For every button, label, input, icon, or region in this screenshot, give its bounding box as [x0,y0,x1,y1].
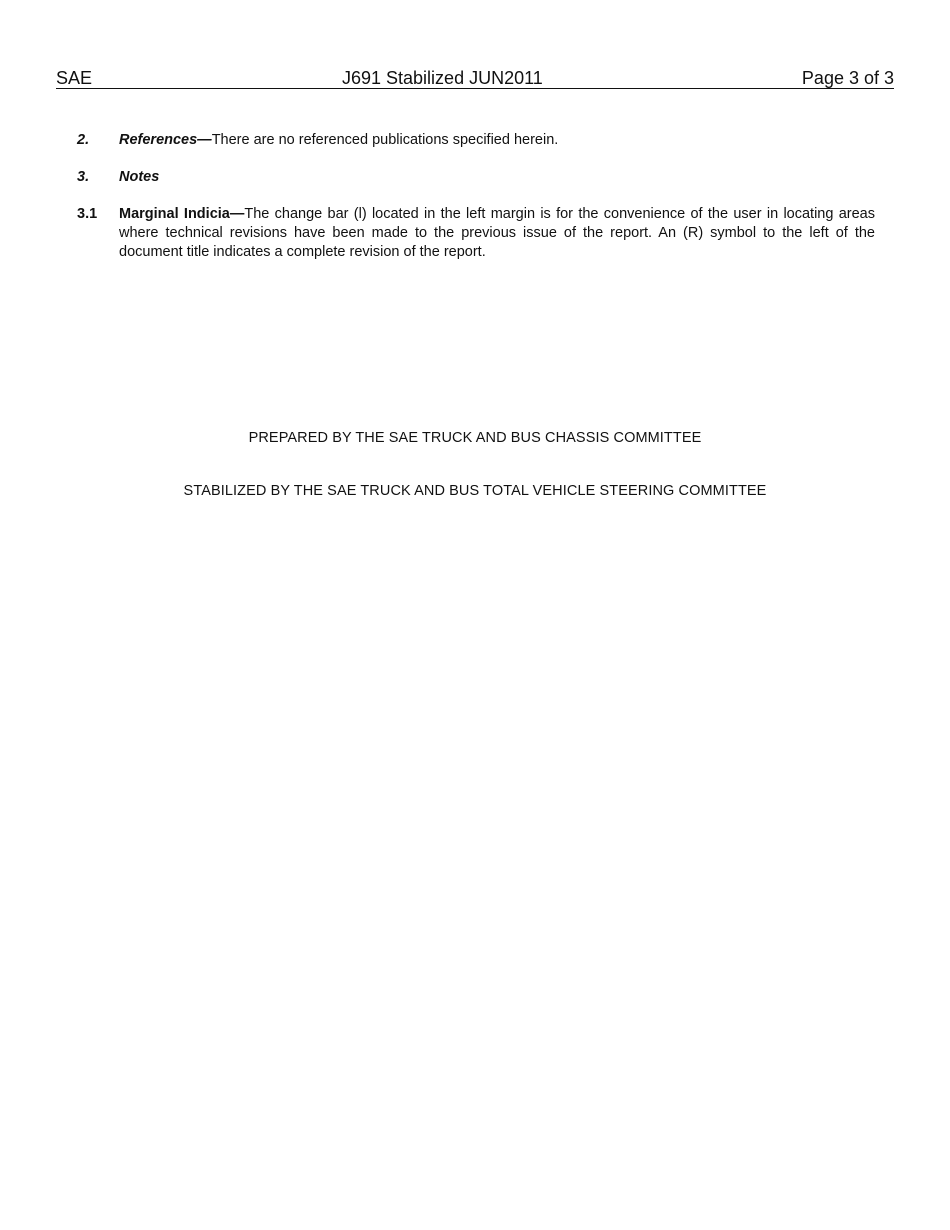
section-paragraph [119,205,875,262]
page-header [56,66,894,89]
section-title: Notes [119,169,160,185]
header-page-number: Page 3 of 3 [801,68,894,88]
section-text: The change bar (l) located in the left margin is for the convenience of the user in locating areas where technical revisions have been made to the previous issue of the report. An (R) symbol to the left of the document title indicates a complete revision of the report. [119,206,875,260]
section-number: 2. [77,132,90,148]
section-text: There are no referenced publications specified herein. [211,132,559,148]
section-number: 3. [77,169,90,185]
header-organization: SAE [56,68,93,88]
prepared-by-statement: PREPARED BY THE SAE TRUCK AND BUS CHASSIS COMMITTEE [248,430,702,446]
header-document-id: J691 Stabilized JUN2011 [342,68,543,88]
section-title: Marginal Indicia— [119,206,245,222]
section-body [119,131,875,150]
stabilized-by-statement: STABILIZED BY THE SAE TRUCK AND BUS TOTAL VEHICLE STEERING COMMITTEE [183,483,767,499]
section-body [119,168,875,187]
section-title: References— [119,132,212,148]
section-body [119,205,875,262]
section-number: 3.1 [77,206,98,222]
